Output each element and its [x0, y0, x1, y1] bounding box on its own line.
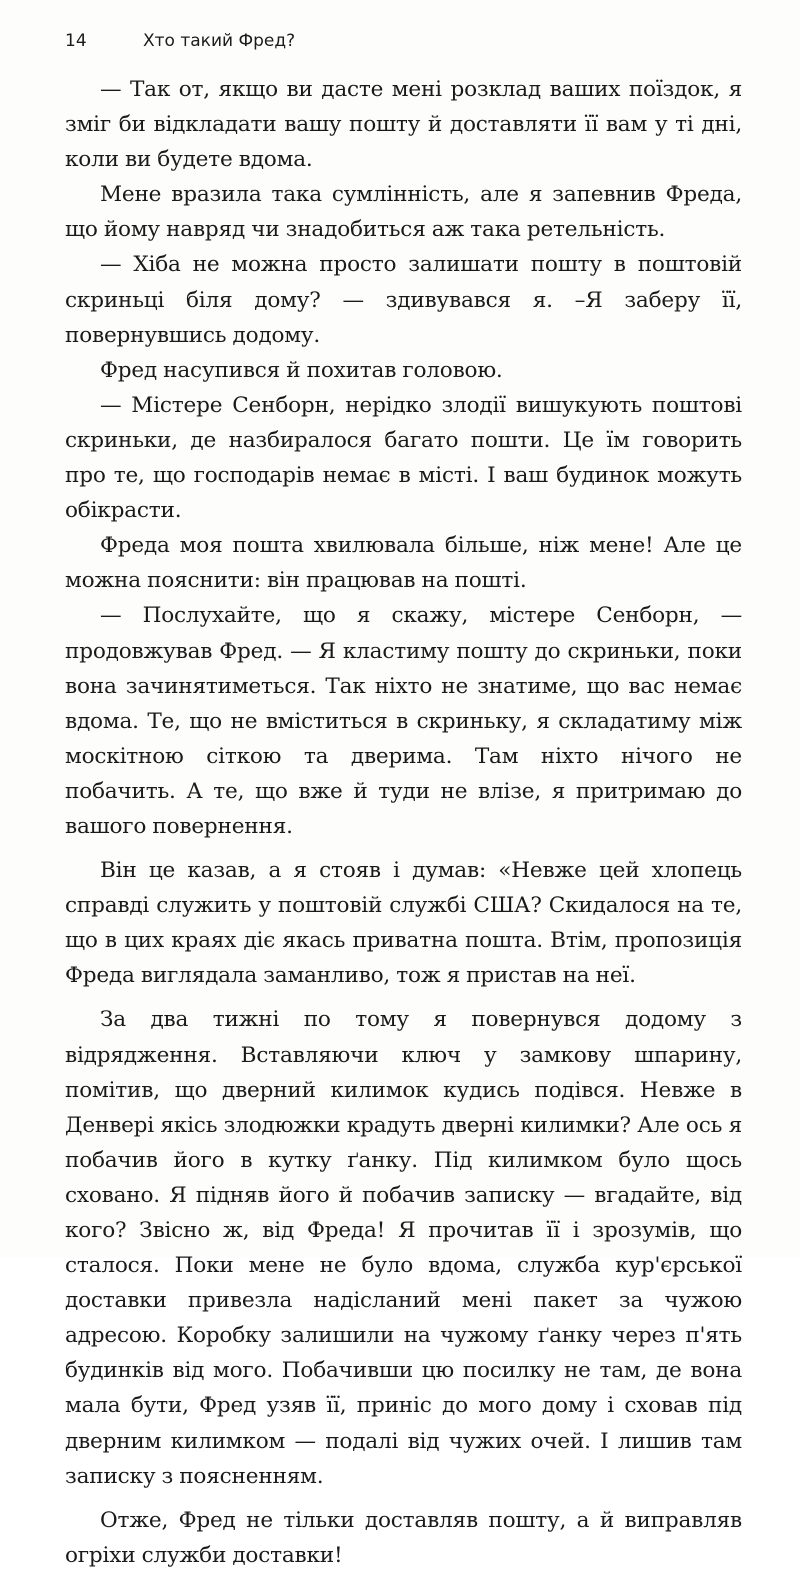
paragraph-10: Отже, Фред не тільки доставляв пошту, а й виправляв огріхи служби доставки!	[65, 1507, 742, 1568]
paragraph-3: — Хіба не можна просто залишати пошту в поштовій скриньці біля дому? — здивувався я. –Я заберу її, повернувшись додому.	[65, 252, 742, 348]
paragraph-8: Він це казав, а я стояв і думав: «Невже цей хлопець справді служить у поштовій службі США? Скидалося на те, що в цих краях діє якась приватна пошта. Втім, пропозиція Фреда виглядала заманливо, тож я пристав на неї.	[65, 858, 742, 989]
chapter-title: Хто такий Фред?	[143, 31, 296, 51]
paragraph-2: Мене вразила така сумлінність, але я запевнив Фреда, що йому навряд чи знадобиться аж така ретельність.	[65, 182, 742, 243]
body-text	[65, 72, 742, 1573]
paragraph-5: — Містере Сенборн, нерідко злодії вишукують поштові скриньки, де назбиралося багато пошти. Це їм говорить про те, що господарів немає в місті. І ваш будинок можуть обікрасти.	[65, 392, 742, 524]
paragraph-4: Фред насупився й похитав головою.	[100, 357, 503, 383]
paragraph-9: За два тижні по тому я повернувся додому з відрядження. Вставляючи ключ у замкову шпарину, помітив, що дверний килимок кудись подівся. Невже в Денвері якісь злодюжки крадуть дверні килимки? Але ось я побачив його в кутку ґанку. Під килимком було щось сховано. Я підняв його й побачив записку — вгадайте, від кого? Звісно ж, від Фреда! Я прочитав її і зрозумів, що сталося. Поки мене не було вдома, служба кур'єрської доставки привезла надісланий мені пакет за чужою адресою. Коробку залишили на чужому ґанку через п'ять будинків від мого. Побачивши цю посилку не там, де вона мала бути, Фред узяв її, приніс до мого дому і сховав під дверним килимком — подалі від чужих очей. І лишив там записку з поясненням.	[65, 1007, 742, 1489]
paragraph-1: — Так от, якщо ви дасте мені розклад ваших поїздок, я зміг би відкладати вашу пошту й доставляти її вам у ті дні, коли ви будете вдома.	[65, 77, 742, 173]
running-header	[65, 28, 745, 54]
paragraph-7: — Послухайте, що я скажу, містере Сенборн, — продовжував Фред. — Я кластиму пошту до скриньки, поки вона зачинятиметься. Так ніхто не знатиме, що вас немає вдома. Те, що не вміститься в скриньку, я складатиму між москітною сіткою та дверима. Там ніхто нічого не побачить. А те, що вже й туди не влізе, я притримаю до вашого повернення.	[65, 603, 742, 839]
page-number: 14	[65, 31, 87, 51]
paragraph-6: Фреда моя пошта хвилювала більше, ніж мене! Але це можна пояснити: він працював на пошті.	[65, 533, 742, 594]
